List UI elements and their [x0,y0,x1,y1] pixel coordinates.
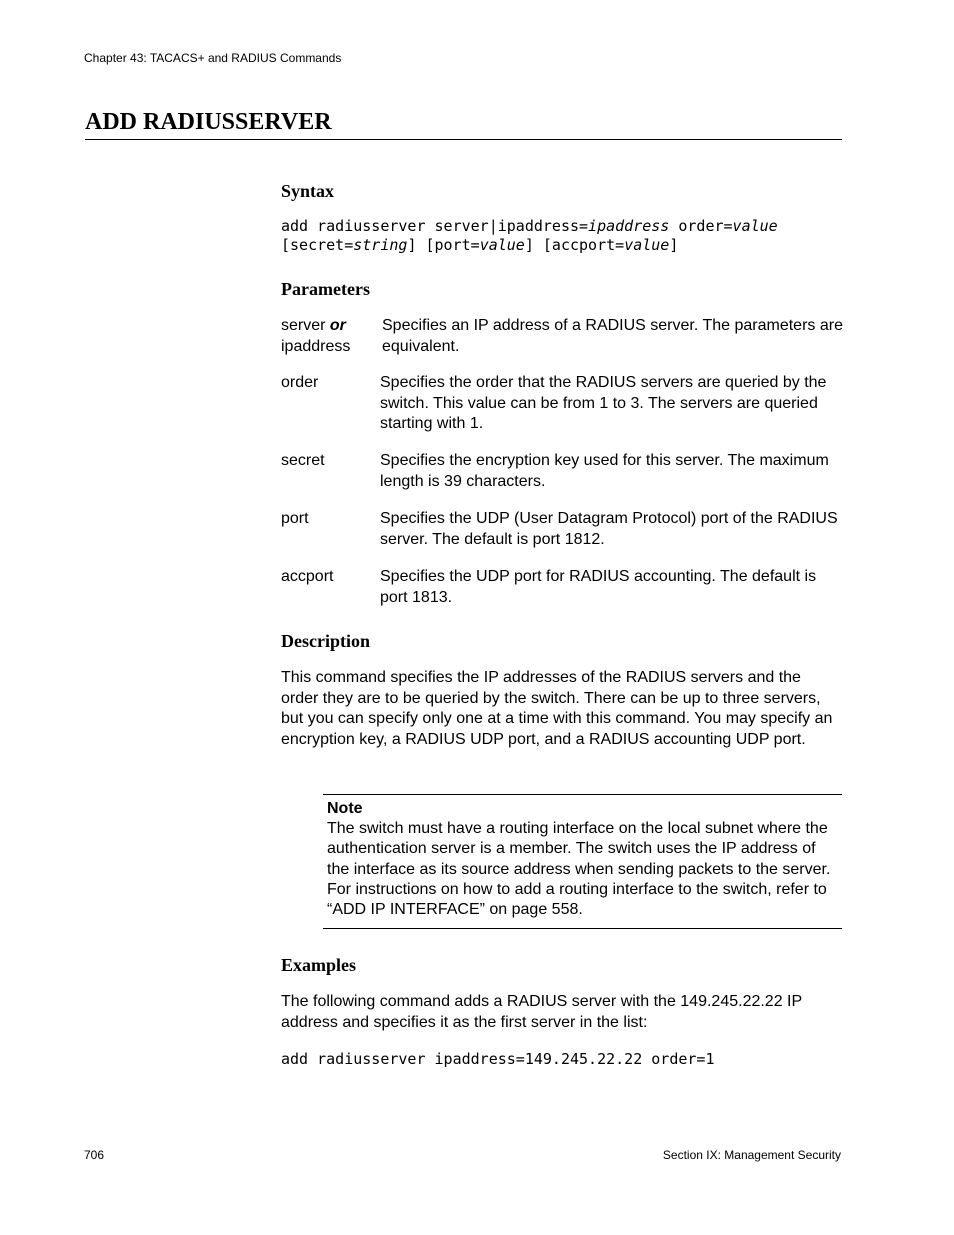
example-command: add radiusserver ipaddress=149.245.22.22 order=1 [281,1050,715,1068]
description-text: This command specifies the IP addresses of the RADIUS servers and the order they are to be queried by the switch. There can be up to three servers, but you can specify only one at a time with this command. You may specify an encryption key, a RADIUS UDP port, and a RADIUS accounting UDP port. [281,669,833,748]
footer-section: Section IX: Management Security [662,1148,841,1162]
description-heading: Description [281,631,370,651]
param-name-accport: accport [281,568,334,585]
param-desc-order: Specifies the order that the RADIUS servers are queried by the switch. This value can be from 1 to 3. The servers are queried starting with 1. [380,374,827,432]
param-server-label: server [281,317,330,334]
note-box [323,794,842,929]
param-name-secret: secret [281,452,325,469]
param-name-order: order [281,374,319,391]
syntax-port-value: value [479,236,525,254]
page-number: 706 [84,1148,105,1162]
page-title: ADD RADIUSSERVER [85,107,842,140]
syntax-secret-value: string [353,236,408,254]
note-label: Note [327,800,363,817]
syntax-order: order= [669,217,733,235]
syntax-accport: ] [accport= [524,236,625,254]
syntax-line-2 [281,236,678,256]
param-name-server [281,316,350,357]
syntax-port: ] [port= [407,236,480,254]
param-ipaddress-label: ipaddress [281,337,351,355]
syntax-order-value: value [732,217,778,235]
param-desc-accport: Specifies the UDP port for RADIUS accounting. The default is port 1813. [380,568,817,606]
syntax-secret: [secret= [281,236,354,254]
running-header: Chapter 43: TACACS+ and RADIUS Commands [84,51,342,65]
parameters-heading: Parameters [281,279,370,299]
param-or-label: or [329,317,346,334]
param-desc-port: Specifies the UDP (User Datagram Protocol) port of the RADIUS server. The default is port 1812. [380,510,838,548]
syntax-cmd: add radiusserver server|ipaddress= [281,217,589,235]
syntax-accport-value: value [624,236,670,254]
param-desc-secret: Specifies the encryption key used for this server. The maximum length is 39 characters. [380,452,829,490]
syntax-line-1 [281,217,778,237]
syntax-ip-placeholder: ipaddress [588,217,670,235]
syntax-heading: Syntax [281,181,335,201]
examples-heading: Examples [281,955,357,975]
param-name-port: port [281,510,309,527]
param-desc-server: Specifies an IP address of a RADIUS server. The parameters are equivalent. [382,317,843,355]
syntax-close: ] [669,236,679,254]
note-text: The switch must have a routing interface on the local subnet where the authentication server is a member. The switch uses the IP address of the interface as its source address when sending packets to the server. For instructions on how to add a routing interface to the switch, refer to “ADD IP INTERFACE” on page 558. [327,820,831,919]
examples-text: The following command adds a RADIUS server with the 149.245.22.22 IP address and specifies it as the first server in the list: [281,993,802,1031]
